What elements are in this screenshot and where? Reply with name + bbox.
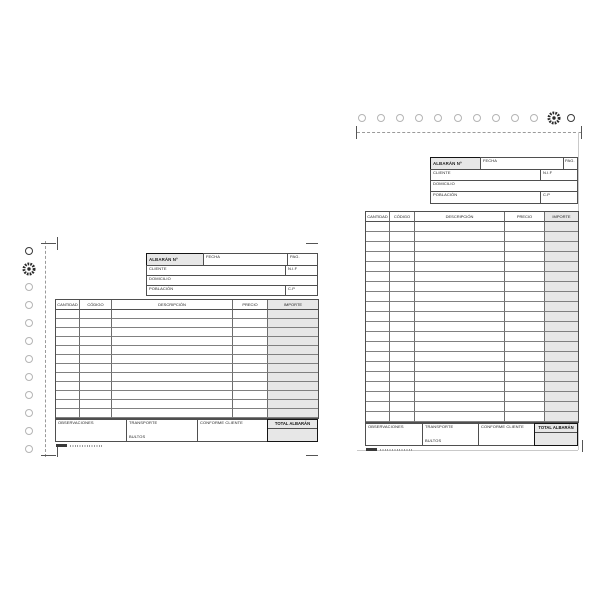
detail-cell: [366, 302, 390, 312]
detail-row: [366, 272, 578, 282]
poblacion-cell: [430, 191, 541, 204]
detail-cell: [112, 409, 233, 418]
feed-hole-icon: [25, 427, 33, 435]
detail-row: [366, 412, 578, 422]
crop-tick: [582, 440, 583, 452]
detail-cell: [233, 355, 268, 364]
detail-cell: [366, 282, 390, 292]
detail-cell: [390, 222, 415, 232]
detail-cell: [268, 346, 318, 355]
detail-row: [366, 302, 578, 312]
detail-cell: [415, 282, 505, 292]
detail-cell: [545, 302, 578, 312]
detail-cell: [80, 400, 112, 409]
detail-cell: [390, 332, 415, 342]
detail-cell: [112, 346, 233, 355]
detail-cell: [268, 391, 318, 400]
detail-cell: [505, 252, 545, 262]
detail-row: [366, 332, 578, 342]
detail-cell: [505, 302, 545, 312]
detail-row: [366, 262, 578, 272]
detail-cell: [415, 252, 505, 262]
ring-hole-icon: [567, 114, 575, 122]
detail-row: [366, 222, 578, 232]
detail-cell: [390, 262, 415, 272]
column-header-row: [366, 212, 578, 222]
crop-tick: [41, 455, 56, 456]
footer-print-code: [70, 445, 102, 447]
observaciones-label: OBSERVACIONES: [58, 420, 94, 425]
detail-cell: [233, 391, 268, 400]
detail-row: [56, 355, 318, 364]
crop-tick: [306, 455, 318, 456]
detail-cell: [545, 342, 578, 352]
detail-cell: [233, 373, 268, 382]
footer-print-code: [56, 444, 67, 447]
detail-cell: [233, 400, 268, 409]
detail-cell: [415, 302, 505, 312]
detail-row: [56, 346, 318, 355]
detail-cell: [545, 392, 578, 402]
detail-cell: [366, 222, 390, 232]
detail-cell: [545, 282, 578, 292]
detail-cell: [505, 382, 545, 392]
detail-cell: [545, 402, 578, 412]
detail-cell: [268, 355, 318, 364]
detail-cell: [268, 373, 318, 382]
detail-cell: [545, 252, 578, 262]
column-header: IMPORTE: [268, 300, 318, 310]
detail-cell: [390, 252, 415, 262]
feed-hole-icon: [25, 301, 33, 309]
detail-cell: [390, 312, 415, 322]
detail-cell: [505, 352, 545, 362]
feed-hole-icon: [25, 409, 33, 417]
detail-cell: [366, 392, 390, 402]
feed-hole-icon: [25, 391, 33, 399]
detail-cell: [268, 382, 318, 391]
detail-cell: [112, 373, 233, 382]
domicilio-label: DOMICILIO: [433, 181, 455, 186]
detail-row: [366, 402, 578, 412]
detail-cell: [390, 342, 415, 352]
detail-cell: [112, 364, 233, 373]
detail-cell: [390, 282, 415, 292]
bultos-label: BULTOS: [425, 437, 442, 443]
detail-cell: [545, 352, 578, 362]
detail-cell: [545, 312, 578, 322]
observaciones-cell: [365, 423, 423, 446]
detail-cell: [545, 222, 578, 232]
feed-hole-icon: [25, 319, 33, 327]
column-header: IMPORTE: [545, 212, 578, 222]
column-header: CANTIDAD: [56, 300, 80, 310]
total-albaran-divider: [268, 428, 317, 429]
detail-cell: [505, 262, 545, 272]
feed-hole-icon: [530, 114, 538, 122]
pag-label: PAG.: [290, 254, 300, 259]
detail-cell: [390, 232, 415, 242]
detail-cell: [545, 362, 578, 372]
cliente-label: CLIENTE: [149, 266, 167, 271]
detail-cell: [505, 322, 545, 332]
detail-cell: [112, 310, 233, 319]
albaran-number-label: ALBARÁN Nº: [149, 257, 178, 262]
detail-cell: [268, 337, 318, 346]
observaciones-label: OBSERVACIONES: [368, 424, 404, 429]
detail-row: [366, 232, 578, 242]
detail-cell: [366, 312, 390, 322]
feed-hole-icon: [25, 337, 33, 345]
detail-row: [366, 242, 578, 252]
cp-label: C.P: [543, 192, 550, 197]
detail-cell: [233, 310, 268, 319]
detail-row: [366, 342, 578, 352]
detail-cell: [80, 391, 112, 400]
detail-cell: [56, 355, 80, 364]
detail-cell: [366, 242, 390, 252]
feed-hole-icon: [25, 355, 33, 363]
feed-hole-icon: [25, 445, 33, 453]
footer-print-code: [366, 448, 377, 451]
detail-row: [56, 328, 318, 337]
detail-row: [366, 252, 578, 262]
detail-cell: [415, 342, 505, 352]
feed-hole-icon: [415, 114, 423, 122]
detail-cell: [233, 364, 268, 373]
detail-cell: [415, 232, 505, 242]
detail-cell: [505, 332, 545, 342]
detail-cell: [415, 392, 505, 402]
detail-cell: [366, 382, 390, 392]
detail-cell: [366, 402, 390, 412]
detail-cell: [415, 312, 505, 322]
detail-cell: [80, 346, 112, 355]
transporte-cell: [126, 419, 198, 442]
albaran-number-label: ALBARÁN Nº: [433, 161, 462, 166]
cp-cell: [285, 285, 318, 296]
detail-cell: [545, 382, 578, 392]
detail-cell: [505, 362, 545, 372]
detail-cell: [390, 402, 415, 412]
detail-cell: [415, 292, 505, 302]
feed-hole-icon: [454, 114, 462, 122]
detail-row: [366, 382, 578, 392]
detail-row: [366, 362, 578, 372]
detail-cell: [366, 292, 390, 302]
total-albaran-divider: [535, 432, 577, 433]
transporte-label: TRANSPORTE: [129, 420, 158, 425]
detail-cell: [56, 382, 80, 391]
detail-cell: [415, 352, 505, 362]
detail-row: [366, 312, 578, 322]
detail-cell: [233, 337, 268, 346]
detail-cell: [545, 232, 578, 242]
detail-cell: [505, 272, 545, 282]
detail-cell: [390, 302, 415, 312]
total-albaran-label: TOTAL ALBARÁN: [538, 424, 574, 430]
detail-cell: [268, 409, 318, 418]
detail-cell: [233, 382, 268, 391]
detail-cell: [366, 322, 390, 332]
detail-cell: [112, 355, 233, 364]
pag-label: PAG.: [565, 158, 575, 163]
detail-cell: [390, 372, 415, 382]
detail-cell: [505, 282, 545, 292]
detail-cell: [366, 412, 390, 422]
feed-hole-icon: [358, 114, 366, 122]
perforation-line-left-sheet: [45, 241, 46, 457]
crop-tick: [41, 243, 56, 244]
detail-cell: [268, 310, 318, 319]
detail-cell: [112, 391, 233, 400]
detail-row: [366, 392, 578, 402]
detail-cell: [390, 292, 415, 302]
column-header: PRECIO: [505, 212, 545, 222]
detail-cell: [390, 242, 415, 252]
observaciones-cell: [55, 419, 127, 442]
detail-cell: [233, 346, 268, 355]
detail-cell: [415, 402, 505, 412]
feed-hole-icon: [25, 373, 33, 381]
cp-label: C.P: [288, 286, 295, 291]
detail-cell: [80, 310, 112, 319]
detail-row: [56, 373, 318, 382]
column-header: PRECIO: [233, 300, 268, 310]
detail-cell: [390, 412, 415, 422]
detail-cell: [80, 328, 112, 337]
detail-row: [56, 409, 318, 418]
detail-cell: [233, 328, 268, 337]
detail-cell: [545, 372, 578, 382]
detail-cell: [56, 400, 80, 409]
total-albaran-cell: [267, 419, 318, 442]
column-header: CÓDIGO: [390, 212, 415, 222]
detail-cell: [56, 346, 80, 355]
detail-row: [56, 400, 318, 409]
ring-hole-icon: [25, 247, 33, 255]
detail-cell: [390, 382, 415, 392]
detail-cell: [56, 310, 80, 319]
detail-cell: [56, 319, 80, 328]
column-header: CANTIDAD: [366, 212, 390, 222]
gear-sprocket-hole-icon: [21, 261, 37, 277]
detail-cell: [505, 242, 545, 252]
detail-cell: [505, 412, 545, 422]
detail-cell: [415, 382, 505, 392]
detail-cell: [505, 372, 545, 382]
detail-cell: [390, 272, 415, 282]
detail-cell: [80, 337, 112, 346]
poblacion-label: POBLACIÓN: [149, 286, 174, 291]
detail-table: [55, 299, 319, 419]
conforme-cliente-cell: [478, 423, 535, 446]
feed-hole-icon: [396, 114, 404, 122]
column-header: DESCRIPCIÓN: [112, 300, 233, 310]
domicilio-label: DOMICILIO: [149, 276, 171, 281]
detail-cell: [545, 332, 578, 342]
detail-cell: [56, 364, 80, 373]
detail-cell: [545, 292, 578, 302]
gear-sprocket-hole-icon: [546, 110, 562, 126]
perforation-line-right-sheet: [357, 132, 581, 133]
feed-hole-icon: [511, 114, 519, 122]
detail-cell: [112, 382, 233, 391]
detail-cell: [112, 400, 233, 409]
detail-cell: [112, 328, 233, 337]
detail-cell: [80, 319, 112, 328]
cp-cell: [540, 191, 578, 204]
detail-row: [56, 310, 318, 319]
detail-cell: [415, 322, 505, 332]
bultos-label: BULTOS: [129, 433, 146, 439]
detail-cell: [390, 322, 415, 332]
feed-hole-icon: [25, 283, 33, 291]
detail-cell: [366, 332, 390, 342]
column-header: DESCRIPCIÓN: [415, 212, 505, 222]
detail-table: [365, 211, 579, 423]
detail-cell: [415, 262, 505, 272]
detail-cell: [80, 355, 112, 364]
detail-cell: [415, 362, 505, 372]
conforme-cliente-label: CONFORME CLIENTE: [200, 420, 243, 425]
detail-row: [56, 319, 318, 328]
column-header-row: [56, 300, 318, 310]
transporte-cell: [422, 423, 479, 446]
detail-cell: [112, 319, 233, 328]
detail-cell: [415, 412, 505, 422]
detail-cell: [505, 292, 545, 302]
detail-cell: [505, 342, 545, 352]
detail-row: [56, 337, 318, 346]
detail-cell: [505, 402, 545, 412]
detail-row: [56, 364, 318, 373]
detail-cell: [415, 222, 505, 232]
nif-label: N.I.F: [288, 266, 298, 271]
detail-cell: [505, 222, 545, 232]
detail-cell: [415, 242, 505, 252]
detail-cell: [545, 262, 578, 272]
feed-hole-icon: [434, 114, 442, 122]
cliente-label: CLIENTE: [433, 170, 451, 175]
detail-cell: [366, 232, 390, 242]
fecha-label: FECHA: [483, 158, 498, 163]
detail-cell: [390, 362, 415, 372]
detail-cell: [268, 328, 318, 337]
feed-hole-icon: [492, 114, 500, 122]
detail-cell: [233, 409, 268, 418]
poblacion-cell: [146, 285, 286, 296]
detail-cell: [366, 252, 390, 262]
nif-label: N.I.F: [543, 170, 553, 175]
detail-cell: [505, 232, 545, 242]
detail-cell: [415, 272, 505, 282]
detail-cell: [415, 372, 505, 382]
detail-row: [366, 322, 578, 332]
detail-cell: [56, 409, 80, 418]
detail-cell: [366, 262, 390, 272]
detail-cell: [390, 392, 415, 402]
detail-cell: [112, 337, 233, 346]
detail-row: [366, 292, 578, 302]
detail-cell: [56, 337, 80, 346]
detail-row: [366, 372, 578, 382]
conforme-cliente-label: CONFORME CLIENTE: [481, 424, 524, 429]
column-header: CÓDIGO: [80, 300, 112, 310]
detail-cell: [80, 373, 112, 382]
fecha-label: FECHA: [206, 254, 221, 259]
detail-cell: [268, 400, 318, 409]
detail-cell: [366, 352, 390, 362]
poblacion-label: POBLACIÓN: [433, 192, 458, 197]
detail-cell: [80, 409, 112, 418]
detail-row: [366, 352, 578, 362]
detail-cell: [545, 322, 578, 332]
detail-row: [366, 282, 578, 292]
detail-cell: [505, 312, 545, 322]
total-albaran-label: TOTAL ALBARÁN: [274, 420, 311, 426]
detail-cell: [233, 319, 268, 328]
transporte-label: TRANSPORTE: [425, 424, 454, 429]
detail-cell: [80, 364, 112, 373]
detail-cell: [545, 412, 578, 422]
detail-cell: [545, 242, 578, 252]
crop-tick: [57, 237, 58, 250]
feed-hole-icon: [473, 114, 481, 122]
detail-cell: [505, 392, 545, 402]
crop-tick: [356, 126, 357, 139]
detail-cell: [415, 332, 505, 342]
detail-cell: [268, 364, 318, 373]
crop-tick: [306, 243, 318, 244]
crop-tick: [581, 126, 582, 139]
detail-cell: [268, 319, 318, 328]
total-albaran-cell: [534, 423, 578, 446]
detail-row: [56, 382, 318, 391]
detail-cell: [80, 382, 112, 391]
detail-cell: [366, 342, 390, 352]
detail-cell: [366, 362, 390, 372]
conforme-cliente-cell: [197, 419, 268, 442]
detail-cell: [56, 328, 80, 337]
detail-cell: [56, 391, 80, 400]
crop-tick: [57, 446, 58, 457]
detail-cell: [390, 352, 415, 362]
detail-cell: [366, 372, 390, 382]
detail-cell: [56, 373, 80, 382]
detail-cell: [545, 272, 578, 282]
detail-cell: [366, 272, 390, 282]
footer-print-code: [380, 449, 412, 451]
detail-row: [56, 391, 318, 400]
feed-hole-icon: [377, 114, 385, 122]
